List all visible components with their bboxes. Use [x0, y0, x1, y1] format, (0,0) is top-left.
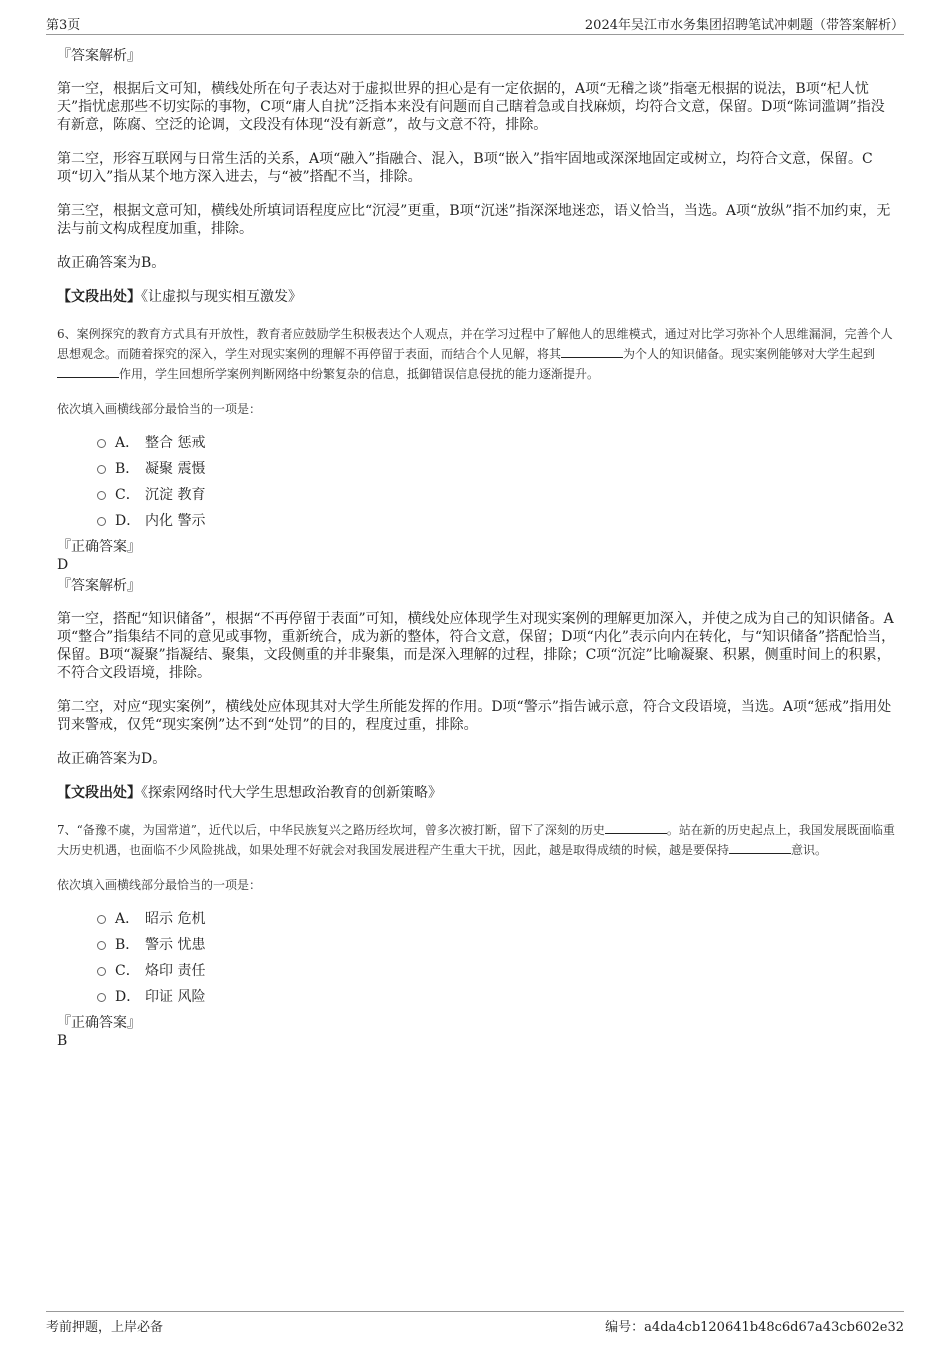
option-a[interactable] — [57, 906, 897, 932]
radio-icon[interactable] — [97, 465, 106, 474]
option-text: 沉淀 教育 — [145, 487, 206, 503]
option-c[interactable] — [57, 482, 897, 508]
radio-icon[interactable] — [97, 915, 106, 924]
option-c[interactable] — [57, 958, 897, 984]
radio-icon[interactable] — [97, 517, 106, 526]
analysis-paragraph: 第一空，搭配“知识储备”，根据“不再停留于表面”可知，横线处应体现学生对现实案例的理解更加深入，并使之成为自己的知识储备。A项“整合”指集结不同的意见或事物，重新统合，成为新的整体，符合文意，保留；D项“内化”表示向内在转化，与“知识储备”搭配恰当，保留。B项“凝聚”指凝结、聚集，文段侧重的并非聚集，而是深入理解的过程，排除；C项“沉淀”比喻凝聚、积累，侧重时间上的积累，不符合文段语境，排除。 — [57, 611, 896, 681]
fill-blank — [605, 821, 667, 834]
source-title: 《让虚拟与现实相互激发》 — [141, 289, 302, 305]
analysis-tag: 『答案解析』 — [57, 48, 141, 64]
page-footer — [46, 1311, 904, 1341]
document-title: 2024年吴江市水务集团招聘笔试冲刺题（带答案解析） — [584, 18, 904, 33]
answer-tag: 『正确答案』 — [57, 1015, 141, 1031]
conclusion: 故正确答案为D。 — [57, 751, 167, 767]
answer-value: B — [57, 1033, 68, 1049]
document-id: 编号：a4da4cb120641b48c6d67a43cb602e32 — [605, 1320, 904, 1335]
options-list — [57, 430, 897, 534]
source-title: 《探索网络时代大学生思想政治教育的创新策略》 — [141, 785, 442, 801]
fill-blank — [561, 345, 623, 358]
conclusion: 故正确答案为B。 — [57, 255, 166, 271]
question-prompt: 依次填入画横线部分最恰当的一项是： — [57, 878, 262, 892]
option-b[interactable] — [57, 456, 897, 482]
answer-tag: 『正确答案』 — [57, 539, 141, 555]
page-number: 第3页 — [46, 18, 81, 33]
fill-blank — [57, 365, 119, 378]
option-letter: A． — [115, 435, 140, 451]
page-header — [46, 14, 904, 35]
source-line — [57, 288, 897, 306]
option-text: 昭示 危机 — [145, 911, 206, 927]
option-text: 凝聚 震慑 — [145, 461, 206, 477]
option-text: 印证 风险 — [145, 989, 206, 1005]
radio-icon[interactable] — [97, 967, 106, 976]
question-7-text — [57, 820, 897, 860]
option-letter: A． — [115, 911, 140, 927]
analysis-tag: 『答案解析』 — [57, 578, 141, 594]
option-letter: B． — [115, 461, 140, 477]
footer-slogan: 考前押题，上岸必备 — [46, 1320, 164, 1335]
source-label: 【文段出处】 — [57, 289, 141, 305]
answer-value: D — [57, 557, 69, 573]
analysis-paragraph: 第二空，形容互联网与日常生活的关系，A项“融入”指融合、混入，B项“嵌入”指牢固地或深深地固定或树立，均符合文意，保留。C项“切入”指从某个地方深入进去，与“被”搭配不当，排除。 — [57, 151, 873, 185]
radio-icon[interactable] — [97, 993, 106, 1002]
option-letter: B． — [115, 937, 140, 953]
analysis-paragraph: 第一空，根据后文可知，横线处所在句子表达对于虚拟世界的担心是有一定依据的，A项“无稽之谈”指毫无根据的说法，B项“杞人忧天”指忧虑那些不切实际的事物，C项“庸人自扰”泛指本来没有问题而自己瞎着急或自找麻烦，均符合文意，保留。D项“陈词滥调”指没有新意，陈腐、空泛的论调，文段没有体现“没有新意”，故与文意不符，排除。 — [57, 81, 885, 133]
option-text: 警示 忧患 — [145, 937, 206, 953]
fill-blank — [729, 841, 791, 854]
radio-icon[interactable] — [97, 941, 106, 950]
option-text: 内化 警示 — [145, 513, 206, 529]
question-text: 6、案例探究的教育方式具有开放性，教育者应鼓励学生积极表达个人观点，并在学习过程中了解他人的思维模式，通过对比学习弥补个人思维漏洞，完善个人思想观念。而随着探究的深入，学生对现实案例的理解不再停留于表面，而结合个人见解，将其 — [57, 327, 893, 361]
question-text: 作用，学生回想所学案例判断网络中纷繁复杂的信息，抵御错误信息侵扰的能力逐渐提升。 — [119, 367, 600, 381]
source-label: 【文段出处】 — [57, 785, 141, 801]
question-text: 为个人的知识储备。现实案例能够对大学生起到 — [623, 347, 876, 361]
option-letter: D． — [115, 989, 141, 1005]
radio-icon[interactable] — [97, 491, 106, 500]
option-text: 烙印 责任 — [145, 963, 206, 979]
option-d[interactable] — [57, 508, 897, 534]
option-letter: C． — [115, 487, 140, 503]
option-letter: D． — [115, 513, 141, 529]
question-prompt: 依次填入画横线部分最恰当的一项是： — [57, 402, 262, 416]
page-content — [57, 46, 897, 1050]
question-text: 。站在新的历史起点上，我国发展既面临重大历史机遇，也面临不少风险挑战，如果处理不好就会对我国发展进程产生重大干扰，因此，越是取得成绩的时候，越是要保持 — [57, 823, 895, 857]
option-text: 整合 惩戒 — [145, 435, 206, 451]
option-a[interactable] — [57, 430, 897, 456]
question-6-text — [57, 324, 897, 384]
source-line — [57, 784, 897, 802]
option-b[interactable] — [57, 932, 897, 958]
question-text: 7、“备豫不虞，为国常道”，近代以后，中华民族复兴之路历经坎坷，曾多次被打断，留下了深刻的历史 — [57, 823, 605, 837]
analysis-paragraph: 第三空，根据文意可知，横线处所填词语程度应比“沉浸”更重，B项“沉迷”指深深地迷恋，语义恰当，当选。A项“放纵”指不加约束，无法与前文构成程度加重，排除。 — [57, 203, 891, 237]
radio-icon[interactable] — [97, 439, 106, 448]
option-letter: C． — [115, 963, 140, 979]
options-list — [57, 906, 897, 1010]
question-text: 意识。 — [791, 843, 828, 857]
option-d[interactable] — [57, 984, 897, 1010]
analysis-paragraph: 第二空，对应“现实案例”，横线处应体现其对大学生所能发挥的作用。D项“警示”指告诫示意，符合文段语境，当选。A项“惩戒”指用处罚来警戒，仅凭“现实案例”达不到“处罚”的目的，程度过重，排除。 — [57, 699, 892, 733]
